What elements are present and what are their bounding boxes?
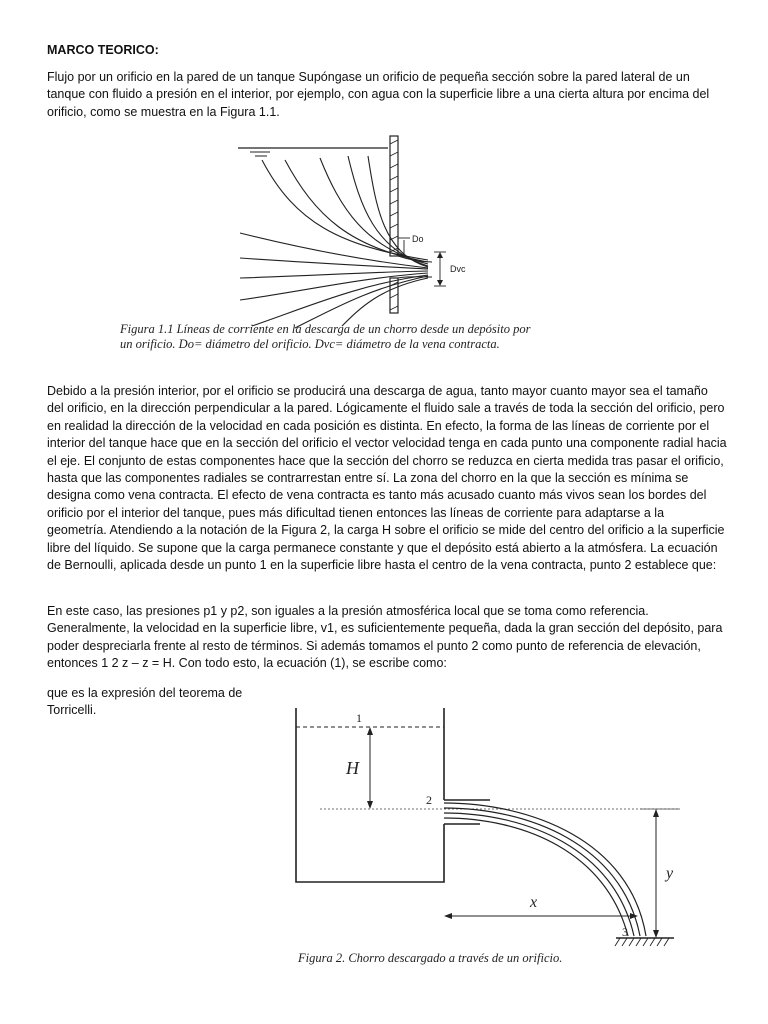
figure-2-caption: Figura 2. Chorro descargado a través de un orificio. (298, 951, 563, 965)
figure-1-caption-line1: Figura 1.1 Líneas de corriente en la descarga de un chorro desde un depósito por (120, 322, 531, 336)
section-heading: MARCO TEORICO: (47, 43, 159, 57)
label-y: y (666, 865, 674, 882)
label-h: H (346, 758, 359, 778)
label-dvc: Dvc (450, 264, 466, 274)
figure-1-caption-line2: un orificio. Do= diámetro del orificio. Dvc= diámetro de la vena contracta. (120, 337, 500, 351)
label-do: Do (412, 234, 424, 244)
label-x: x (530, 894, 538, 911)
paragraph-torricelli: que es la expresión del teorema de Torricelli. (47, 686, 243, 718)
paragraph-intro: Flujo por un orificio en la pared de un tanque Supóngase un orificio de pequeña sección sobre la pared lateral de un tanque con fluido a presión en el interior, por ejemplo, con agua con la superficie libre a una cierta altura por encima del orificio, como se muestra en la Figura 1.1. (47, 70, 710, 119)
paragraph-pressures: En este caso, las presiones p1 y p2, son iguales a la presión atmosférica local que se toma como referencia. Generalmente, la velocidad en la superficie libre, v1, es suficientemente pequeña, dada la gran sección del depósito, para poder despreciarla frente al resto de términos. Si además tomamos el punto 2 como punto de referencia de elevación, entonces 1 2 z – z = H. Con todo esto, la ecuación (1), se escribe como: (47, 604, 723, 671)
point-3-label: 3 (622, 925, 628, 939)
point-2-label: 2 (426, 793, 432, 807)
figure-1-1 (110, 128, 570, 360)
point-1-label: 1 (356, 711, 362, 725)
streamlines (240, 156, 428, 328)
figure-2 (280, 700, 700, 972)
paragraph-vena-contracta: Debido a la presión interior, por el orificio se producirá una descarga de agua, tanto mayor cuanto mayor sea el tamaño del orificio, en la dirección perpendicular a la pared. Lógicamente el fluido sale a través de toda la sección del orificio, pero en realidad la dirección de la velocidad en cada posición es distinta. En efecto, la forma de las líneas de corriente por el interior del tanque hace que en la sección del orificio el vector velocidad tenga en cada punto una componente radial hacia el eje. El conjunto de estas componentes hace que la sección del chorro se reduzca en cierta medida tras pasar el orificio, hasta que las componentes radiales se contrarrestan entre sí. La zona del chorro en la que la sección es mínima se designa como vena contracta. El efecto de vena contracta es tanto más acusado cuanto más vivos sean los bordes del orificio por el interior del tanque, pues más dificultad tienen entonces las líneas de corriente para adaptarse a la geometría. Atendiendo a la notación de la Figura 2, la carga H sobre el orificio se mide del centro del orificio a la superficie libre del líquido. Se supone que la carga permanece constante y que el depósito está abierto a la atmósfera. La ecuación de Bernoulli, aplicada desde un punto 1 en la superficie libre hasta el centro de la vena contracta, punto 2 establece que: (47, 384, 727, 573)
